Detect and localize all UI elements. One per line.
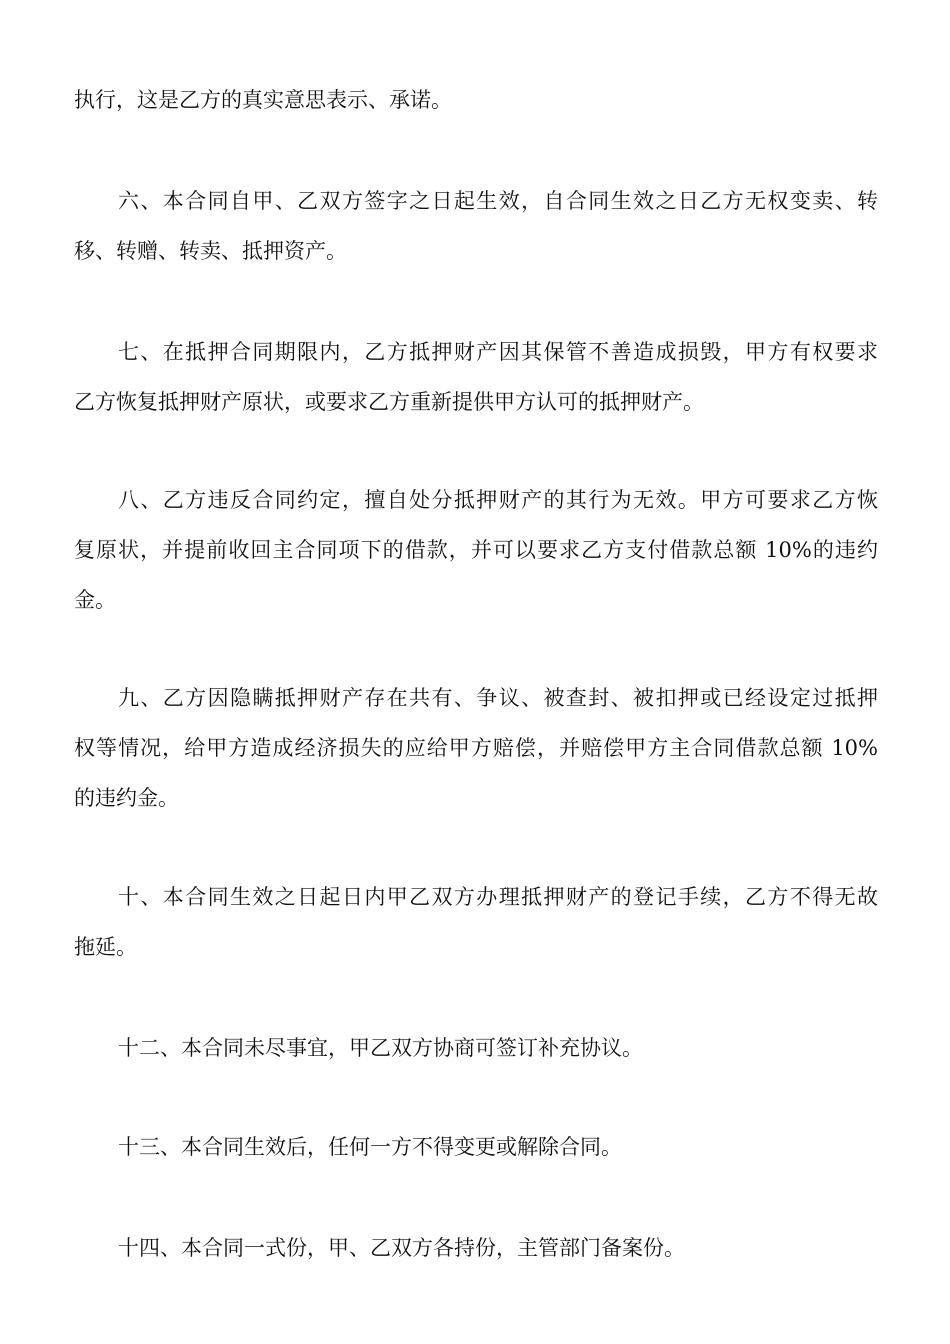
clause-8-line-1: 八、乙方违反合同约定，擅自处分抵押财产的其行为无效。甲方可要求乙方恢 <box>118 488 878 512</box>
clause-13: 十三、本合同生效后，任何一方不得变更或解除合同。 <box>118 1135 622 1159</box>
clause-9-line-1: 九、乙方因隐瞒抵押财产存在共有、争议、被查封、被扣押或已经设定过抵押 <box>118 686 878 710</box>
clause-7-line-2: 乙方恢复抵押财产原状，或要求乙方重新提供甲方认可的抵押财产。 <box>74 390 704 414</box>
clause-12: 十二、本合同未尽事宜，甲乙双方协商可签订补充协议。 <box>118 1036 643 1060</box>
clause-8-line-2: 复原状，并提前收回主合同项下的借款，并可以要求乙方支付借款总额 10%的违约 <box>74 538 878 562</box>
clause-9-line-3: 的违约金。 <box>74 786 179 810</box>
clause-9-line-2: 权等情况，给甲方造成经济损失的应给甲方赔偿，并赔偿甲方主合同借款总额 10% <box>74 736 878 760</box>
clause-6-line-1: 六、本合同自甲、乙双方签字之日起生效，自合同生效之日乙方无权变卖、转 <box>118 189 878 213</box>
clause-7-line-1: 七、在抵押合同期限内，乙方抵押财产因其保管不善造成损毁，甲方有权要求 <box>118 340 878 364</box>
text-line-continuation: 执行，这是乙方的真实意思表示、承诺。 <box>74 88 452 112</box>
clause-10-line-1: 十、本合同生效之日起日内甲乙双方办理抵押财产的登记手续，乙方不得无故 <box>118 885 878 909</box>
clause-14: 十四、本合同一式份，甲、乙双方各持份，主管部门备案份。 <box>118 1236 685 1260</box>
clause-8-line-3: 金。 <box>74 588 116 612</box>
clause-10-line-2: 拖延。 <box>74 935 137 959</box>
clause-6-line-2: 移、转赠、转卖、抵押资产。 <box>74 239 347 263</box>
